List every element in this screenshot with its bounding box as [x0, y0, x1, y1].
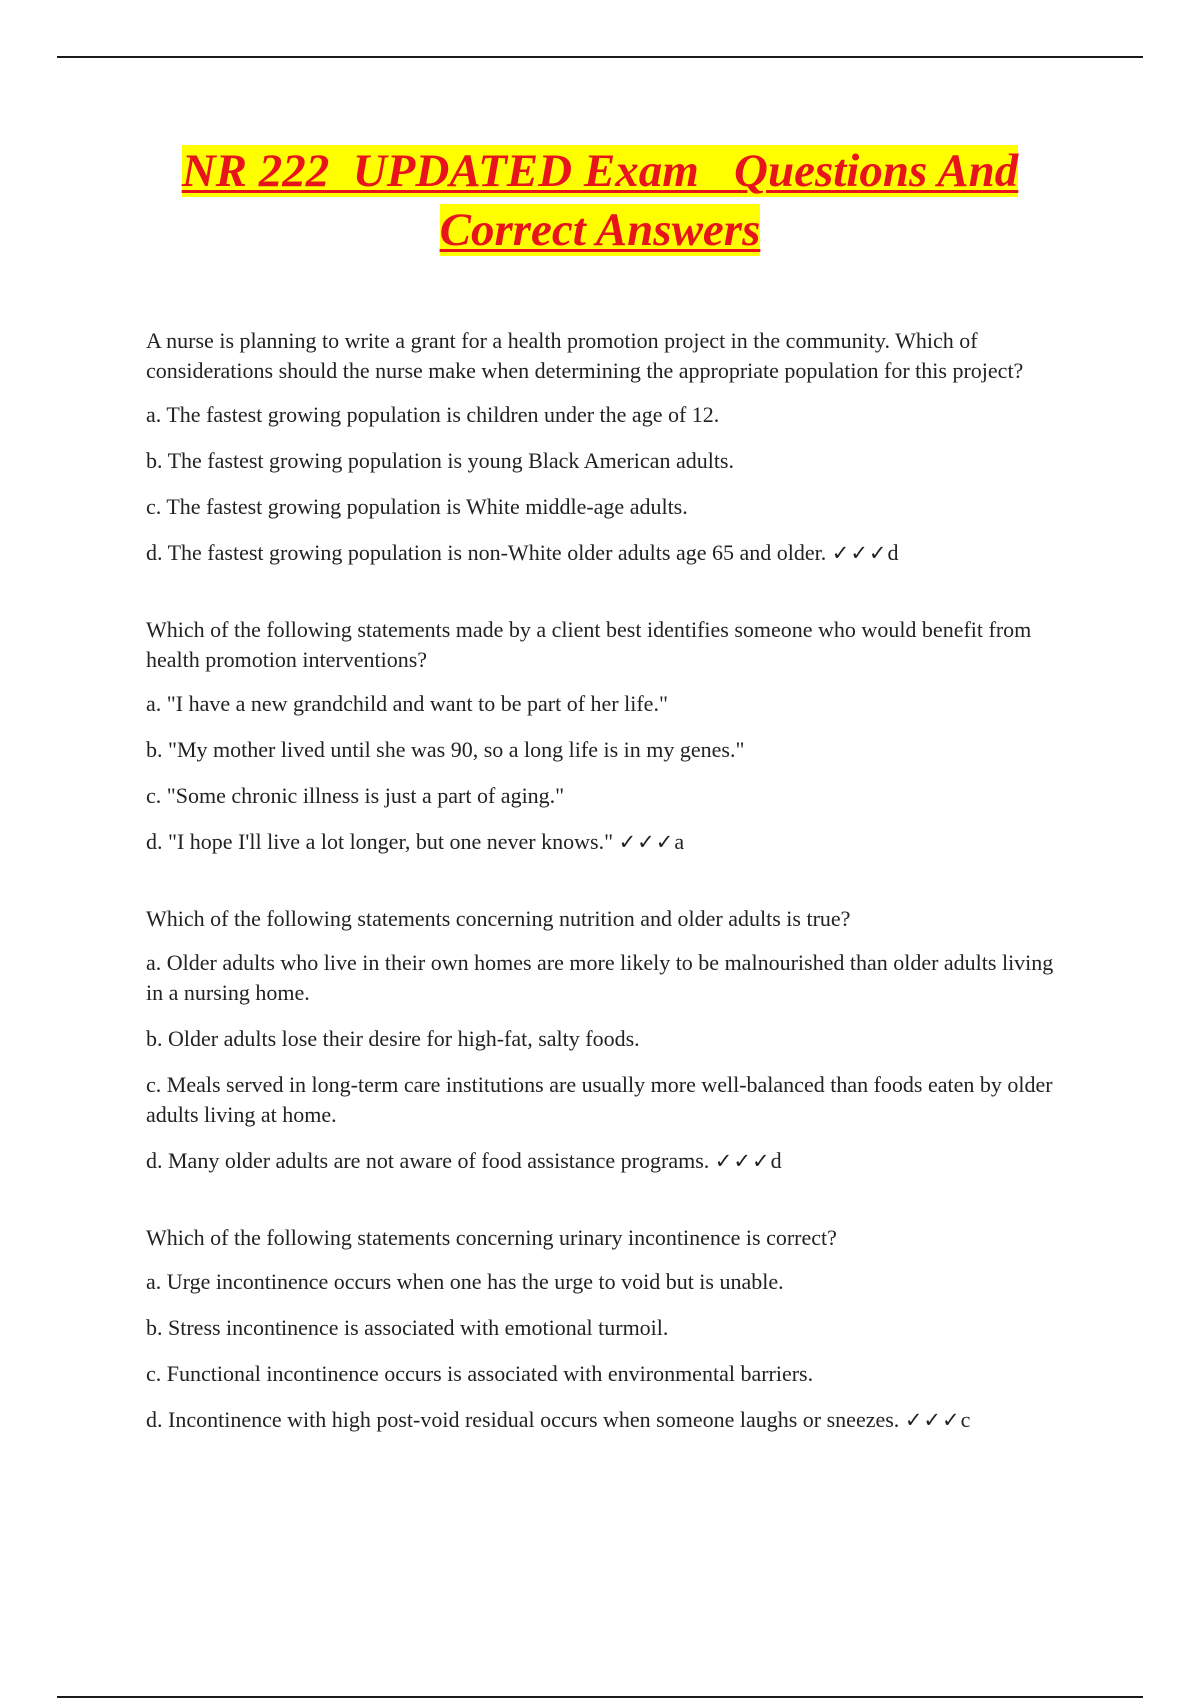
question-4 [146, 1223, 1066, 1435]
answer-letter: d [887, 540, 899, 565]
option-b: b. The fastest growing population is young Black American adults. [146, 448, 734, 473]
title-line-2: Correct Answers [439, 204, 761, 256]
option-a: a. "I have a new grandchild and want to be part of her life." [146, 691, 668, 716]
answer-letter: d [770, 1148, 782, 1173]
question-text: Which of the following statements concerning urinary incontinence is correct? [146, 1225, 837, 1250]
answer-marker [905, 1407, 971, 1432]
question-3 [146, 904, 1066, 1176]
check-marks-icon: ✓✓✓ [904, 1408, 961, 1432]
option-b: b. "My mother lived until she was 90, so a long life is in my genes." [146, 737, 745, 762]
title-line-1: NR 222 UPDATED Exam Questions And [181, 145, 1019, 197]
questions-section [146, 326, 1066, 1435]
option-d: d. Incontinence with high post-void residual occurs when someone laughs or sneezes. [146, 1407, 900, 1432]
option-c: c. Functional incontinence occurs is associated with environmental barriers. [146, 1361, 814, 1386]
option-a: a. Urge incontinence occurs when one has the urge to void but is unable. [146, 1269, 784, 1294]
option-d-with-answer [146, 1146, 1066, 1176]
option-d: d. "I hope I'll live a lot longer, but one never knows." [146, 829, 614, 854]
question-text: Which of the following statements concerning nutrition and older adults is true? [146, 906, 851, 931]
option-a: a. Older adults who live in their own homes are more likely to be malnourished than older adults living in a nursing home. [146, 950, 1054, 1005]
top-rule [57, 56, 1143, 58]
answer-letter: a [674, 829, 685, 854]
check-marks-icon: ✓✓✓ [831, 541, 888, 565]
answer-letter: c [960, 1407, 971, 1432]
question-text: Which of the following statements made by a client best identifies someone who would benefit from health promotion interventions? [146, 617, 1032, 672]
question-text: A nurse is planning to write a grant for a health promotion project in the community. Which of considerations should the nurse make when determining the appropriate population for this project? [146, 328, 1024, 383]
option-a: a. The fastest growing population is children under the age of 12. [146, 402, 720, 427]
option-c: c. Meals served in long-term care institutions are usually more well-balanced than foods eaten by older adults living at home. [146, 1072, 1053, 1127]
check-marks-icon: ✓✓✓ [618, 830, 675, 854]
option-d: d. The fastest growing population is non-White older adults age 65 and older. [146, 540, 827, 565]
question-1 [146, 326, 1066, 568]
option-d-with-answer [146, 1405, 1066, 1435]
option-d-with-answer [146, 538, 1066, 568]
option-b: b. Older adults lose their desire for high-fat, salty foods. [146, 1026, 640, 1051]
option-d-with-answer [146, 827, 1066, 857]
question-2 [146, 615, 1066, 857]
option-c: c. "Some chronic illness is just a part of aging." [146, 783, 565, 808]
option-d: d. Many older adults are not aware of food assistance programs. [146, 1148, 710, 1173]
option-c: c. The fastest growing population is White middle-age adults. [146, 494, 688, 519]
option-b: b. Stress incontinence is associated with emotional turmoil. [146, 1315, 669, 1340]
answer-marker [832, 540, 899, 565]
answer-marker [619, 829, 685, 854]
check-marks-icon: ✓✓✓ [714, 1149, 771, 1173]
document-title [100, 142, 1100, 260]
bottom-rule [57, 1696, 1143, 1698]
answer-marker [715, 1148, 782, 1173]
